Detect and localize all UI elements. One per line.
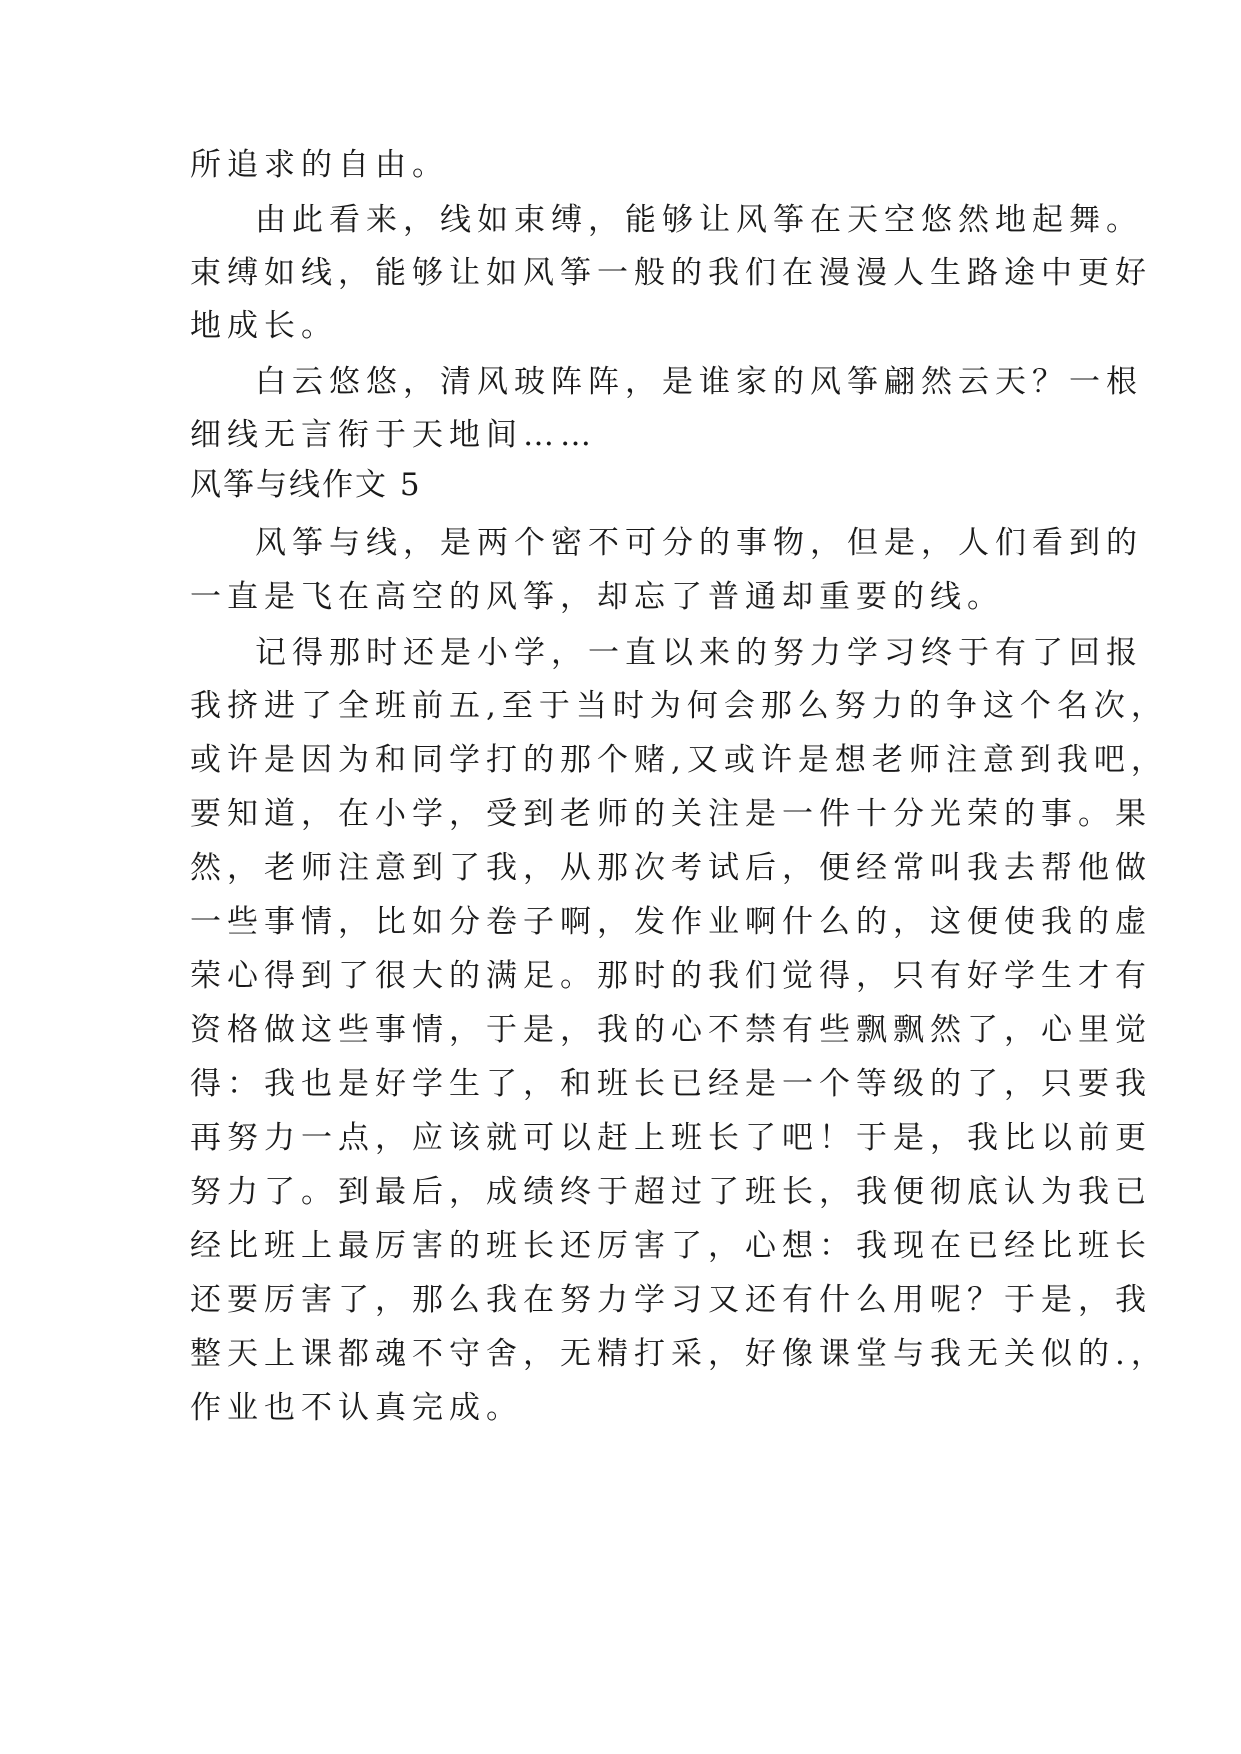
text-line: 细线无言衔于天地间……: [190, 417, 597, 453]
text-line: 要知道，在小学，受到老师的关注是一件十分光荣的事。果: [190, 796, 1152, 832]
text-line: 由此看来，线如束缚，能够让风筝在天空悠然地起舞。: [255, 202, 1143, 238]
text-line: 作业也不认真完成。: [190, 1390, 523, 1426]
text-line: 然，老师注意到了我，从那次考试后，便经常叫我去帮他做: [190, 850, 1152, 886]
text-line: 所追求的自由。: [190, 147, 449, 183]
text-line: 还要厉害了，那么我在努力学习又还有什么用呢？于是，我: [190, 1282, 1152, 1318]
text-line: 风筝与线，是两个密不可分的事物，但是，人们看到的: [255, 525, 1143, 561]
text-line: 束缚如线，能够让如风筝一般的我们在漫漫人生路途中更好: [190, 255, 1152, 291]
text-line: 再努力一点，应该就可以赶上班长了吧！于是，我比以前更: [190, 1120, 1152, 1156]
text-line: 一直是飞在高空的风筝，却忘了普通却重要的线。: [190, 579, 1004, 615]
text-line: 荣心得到了很大的满足。那时的我们觉得，只有好学生才有: [190, 958, 1152, 994]
text-line: 白云悠悠，清风玻阵阵，是谁家的风筝翩然云天？一根: [255, 364, 1143, 400]
text-line: 记得那时还是小学，一直以来的努力学习终于有了回报: [255, 635, 1143, 671]
text-line: 经比班上最厉害的班长还厉害了，心想：我现在已经比班长: [190, 1228, 1152, 1264]
text-line: 我挤进了全班前五,至于当时为何会那么努力的争这个名次，: [190, 688, 1168, 724]
text-line: 或许是因为和同学打的那个赌,又或许是想老师注意到我吧，: [190, 742, 1168, 778]
section-heading: 风筝与线作文 5: [190, 467, 422, 503]
text-line: 整天上课都魂不守舍，无精打采，好像课堂与我无关似的.，: [190, 1336, 1168, 1372]
text-line: 一些事情，比如分卷子啊，发作业啊什么的，这便使我的虚: [190, 904, 1152, 940]
text-line: 得：我也是好学生了，和班长已经是一个等级的了，只要我: [190, 1066, 1152, 1102]
text-line: 地成长。: [190, 308, 338, 344]
text-line: 资格做这些事情，于是，我的心不禁有些飘飘然了，心里觉: [190, 1012, 1152, 1048]
text-line: 努力了。到最后，成绩终于超过了班长，我便彻底认为我已: [190, 1174, 1152, 1210]
